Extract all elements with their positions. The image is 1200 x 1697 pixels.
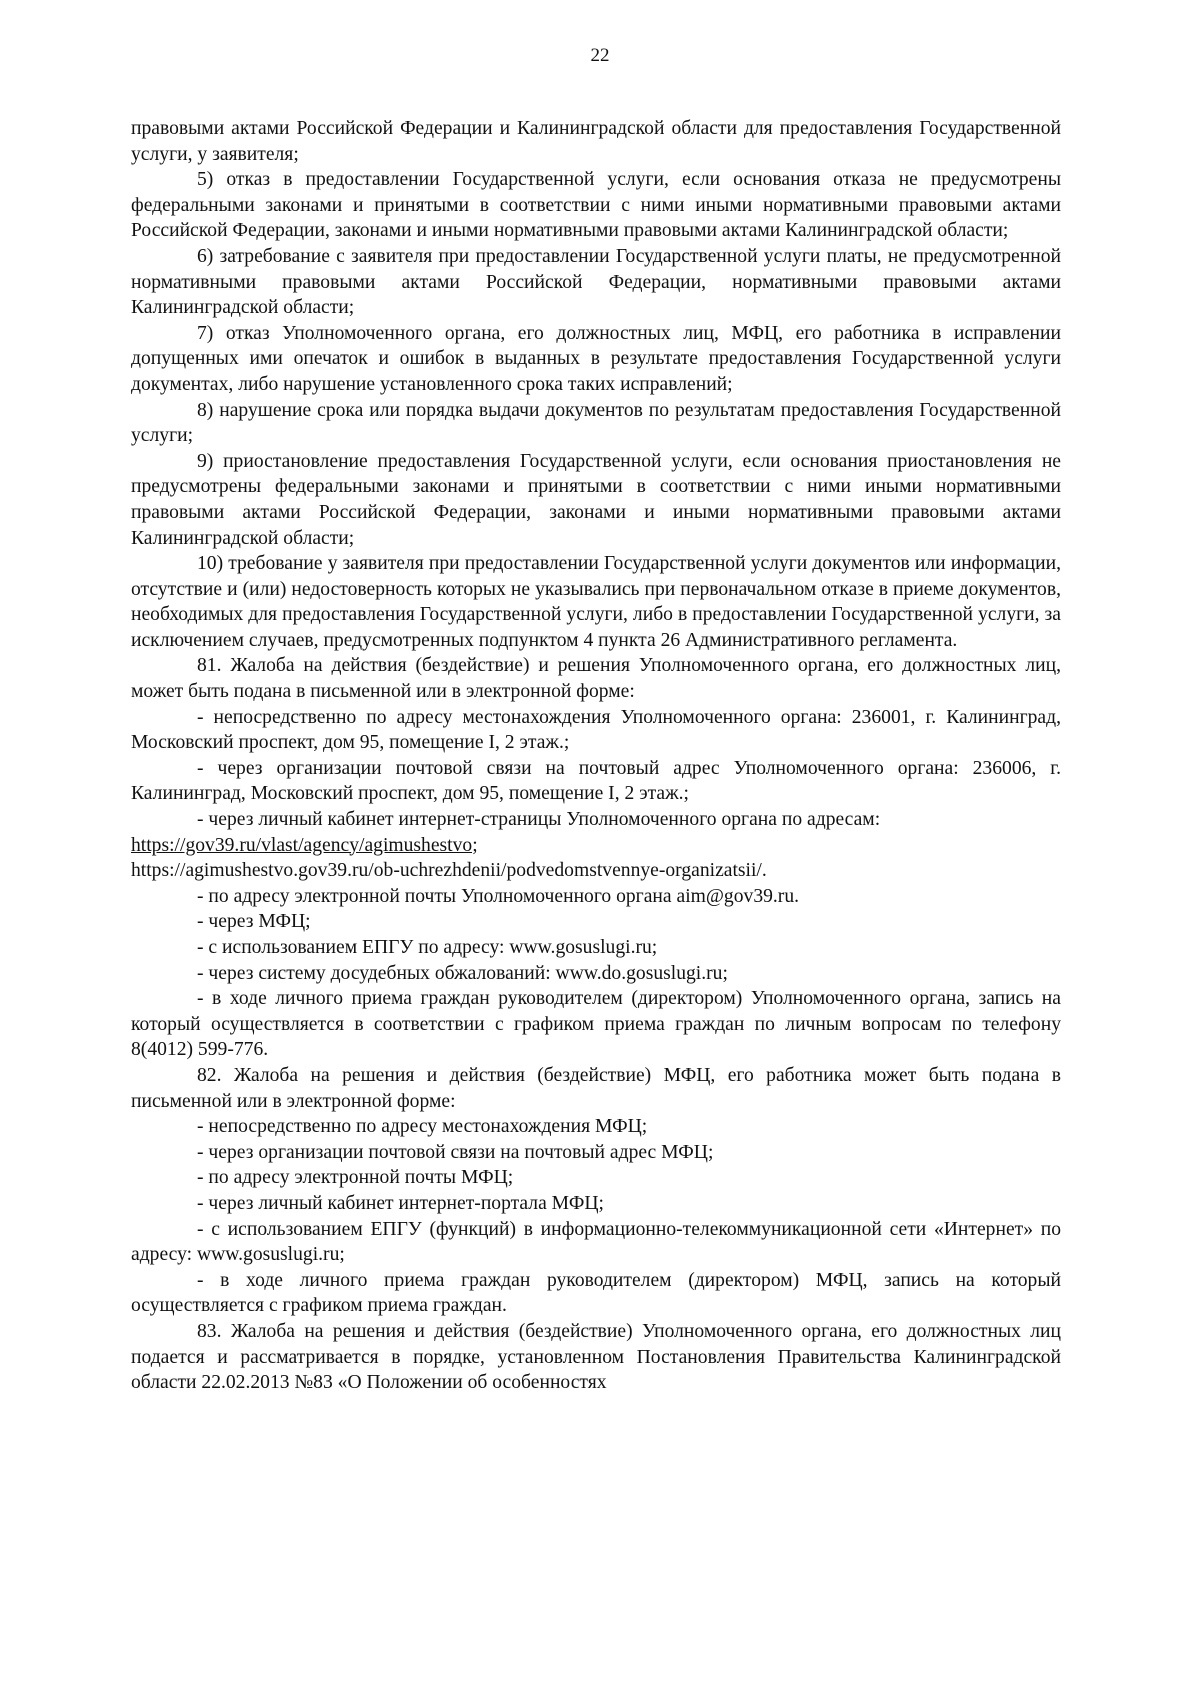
section-83: 83. Жалоба на решения и действия (бездействие) Уполномоченного органа, его должностных лиц подается и рассматривается в порядке, установленном Постановления Правительства Калининградской области 22.02.2013 №83 «О Положении об особенностях [131,1320,1061,1394]
page-number: 22 [590,45,610,66]
url-text-subordinate: https://agimushestvo.gov39.ru/ob-uchrezhdenii/podvedomstvennye-organizatsii/. [131,860,767,882]
list-item-10: 10) требование у заявителя при предоставлении Государственной услуги документов или информации, отсутствие и (или) недостоверность которых не указывались при первоначальном отказе в приеме документов, необходимых для предоставления Государственной услуги, либо в предоставлении Государственной услуги, за исключением случаев, предусмотренных подпунктом 4 пункта 26 Административного регламента. [131,553,1061,651]
bullet-epgu: - с использованием ЕПГУ по адресу: www.gosuslugi.ru; [197,937,658,958]
list-item-8: 8) нарушение срока или порядка выдачи документов по результатам предоставления Государственной услуги; [131,399,1061,447]
list-item-9: 9) приостановление предоставления Государственной услуги, если основания приостановления не предусмотрены федеральными законами и принятыми в соответствии с ними иными нормативными правовыми актами Российской Федерации, законами и иными нормативными правовыми актами Калининградской области; [131,450,1061,549]
bullet-mfc-portal: - через личный кабинет интернет-портала МФЦ; [197,1192,604,1214]
bullet-mfc-email: - по адресу электронной почты МФЦ; [197,1167,514,1189]
list-item-5: 5) отказ в предоставлении Государственной услуги, если основания отказа не предусмотрены федеральными законами и принятыми в соответствии с ними иными нормативными правовыми актами Российской Федерации, законами и иными нормативными правовыми актами Калининградской области; [131,169,1061,242]
bullet-postal: - через организации почтовой связи на почтовый адрес Уполномоченного органа: 236006, г. Калининград, Московский проспект, дом 95, помещение I, 2 этаж.; [131,757,1061,805]
list-item-7: 7) отказ Уполномоченного органа, его должностных лиц, МФЦ, его работника в исправлении допущенных ими опечаток и ошибок в выданных в результате предоставления Государственной услуги документах, либо нарушение установленного срока таких исправлений; [131,322,1061,395]
bullet-mfc: - через МФЦ; [197,911,311,933]
document-body [131,116,1061,1396]
bullet-online-cabinet: - через личный кабинет интернет-страницы Уполномоченного органа по адресам: [197,809,881,831]
list-item-6: 6) затребование с заявителя при предоставлении Государственной услуги платы, не предусмотренной нормативными правовыми актами Российской Федерации, нормативными правовыми актами Калининградской области; [131,245,1061,319]
paragraph-continuation: правовыми актами Российской Федерации и Калининградской области для предоставления Государственной услуги, у заявителя; [131,118,1061,165]
bullet-personal-reception: - в ходе личного приема граждан руководителем (директором) Уполномоченного органа, запись на который осуществляется в соответствии с графиком приема граждан по личным вопросам по телефону 8(4012) 599-776. [131,988,1061,1061]
url-link-agency[interactable]: https://gov39.ru/vlast/agency/agimushestvo; [131,834,478,856]
bullet-pretrial: - через систему досудебных обжалований: www.do.gosuslugi.ru; [197,962,728,984]
section-81: 81. Жалоба на действия (бездействие) и решения Уполномоченного органа, его должностных лиц, может быть подана в письменной или в электронной форме: [131,655,1061,703]
bullet-mfc-epgu: - с использованием ЕПГУ (функций) в информационно-телекоммуникационной сети «Интернет» по адресу: www.gosuslugi.ru; [131,1218,1061,1266]
bullet-mfc-address: - непосредственно по адресу местонахождения МФЦ; [197,1116,648,1138]
bullet-address: - непосредственно по адресу местонахождения Уполномоченного органа: 236001, г. Калининград, Московский проспект, дом 95, помещение I, 2 этаж.; [131,706,1061,754]
bullet-email: - по адресу электронной почты Уполномоченного органа aim@gov39.ru. [197,885,800,907]
bullet-mfc-reception: - в ходе личного приема граждан руководителем (директором) МФЦ, запись на который осуществляется с графиком приема граждан. [131,1269,1061,1317]
section-82: 82. Жалоба на решения и действия (бездействие) МФЦ, его работника может быть подана в письменной или в электронной форме: [131,1064,1061,1112]
bullet-mfc-postal: - через организации почтовой связи на почтовый адрес МФЦ; [197,1141,714,1163]
